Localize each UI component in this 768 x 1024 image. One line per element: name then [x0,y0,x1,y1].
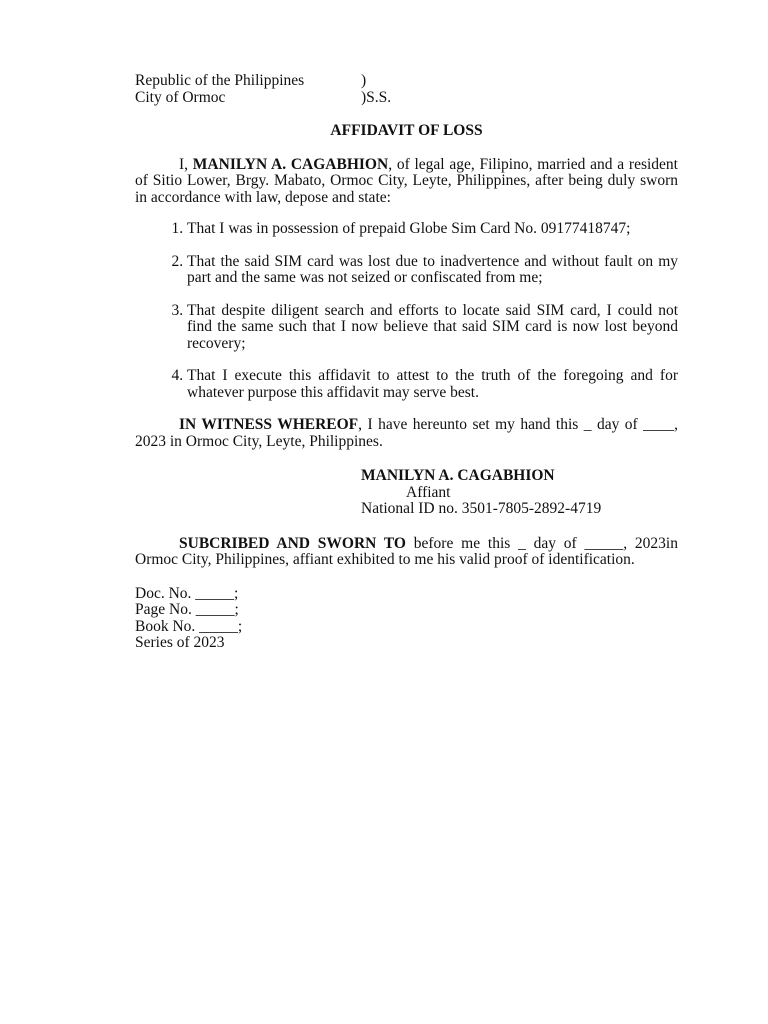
signatory-name: MANILYN A. CAGABHION [361,467,555,484]
venue-line-city [135,90,678,107]
statement-item: 1. That I was in possession of prepaid Globe Sim Card No. 09177418747; [187,221,678,238]
intro-prefix: I, [179,155,193,173]
jurat-paragraph [135,536,678,569]
venue-line-country [135,73,678,90]
venue-country: Republic of the Philippines [135,72,305,89]
witness-lead: IN WITNESS WHEREOF [179,416,359,433]
statement-item: 2. That the said SIM card was lost due to inadvertence and without fault on my part and the same was not seized or confiscated from me; [187,254,678,287]
document-title: AFFIDAVIT OF LOSS [330,122,483,139]
intro-paragraph [135,157,678,207]
statement-item: 4. That I execute this affidavit to attest to the truth of the foregoing and for whatever purpose this affidavit may serve best. [187,368,678,401]
signatory-role: Affiant [406,483,451,501]
jurat-lead: SUBCRIBED AND SWORN TO [179,534,406,552]
page-number: Page No. _____; [135,601,239,618]
signature-block [361,468,678,518]
signatory-id: National ID no. 3501-7805-2892-4719 [361,500,602,517]
statement-item: 3. That despite diligent search and efforts to locate said SIM card, I could not find the same such that I now believe that said SIM card is now lost beyond recovery; [187,303,678,353]
venue-city: City of Ormoc [135,88,226,106]
venue-block [135,73,678,106]
witness-paragraph [135,417,678,450]
witness-text: , I have hereunto set my hand this _ day of ____, 2023 in Ormoc City, Leyte, Philippines. [135,416,678,450]
statements-list [135,221,678,401]
venue-bracket: ) [361,72,367,89]
affidavit-document [135,73,678,652]
jurat-text: before me this _ day of _____, 2023in Ormoc City, Philippines, affiant exhibited to me his valid proof of identification. [135,534,678,568]
notarial-details [135,586,678,652]
series-year: Series of 2023 [135,634,225,651]
venue-ss: )S.S. [361,88,392,106]
affiant-name: MANILYN A. CAGABHION [192,155,389,173]
book-number: Book No. _____; [135,617,243,635]
intro-text: , of legal age, Filipino, married and a resident of Sitio Lower, Brgy. Mabato, Ormoc City, Leyte, Philippines, after being duly sworn in accordance with law, depose and state: [135,155,678,206]
doc-number: Doc. No. _____; [135,584,239,602]
